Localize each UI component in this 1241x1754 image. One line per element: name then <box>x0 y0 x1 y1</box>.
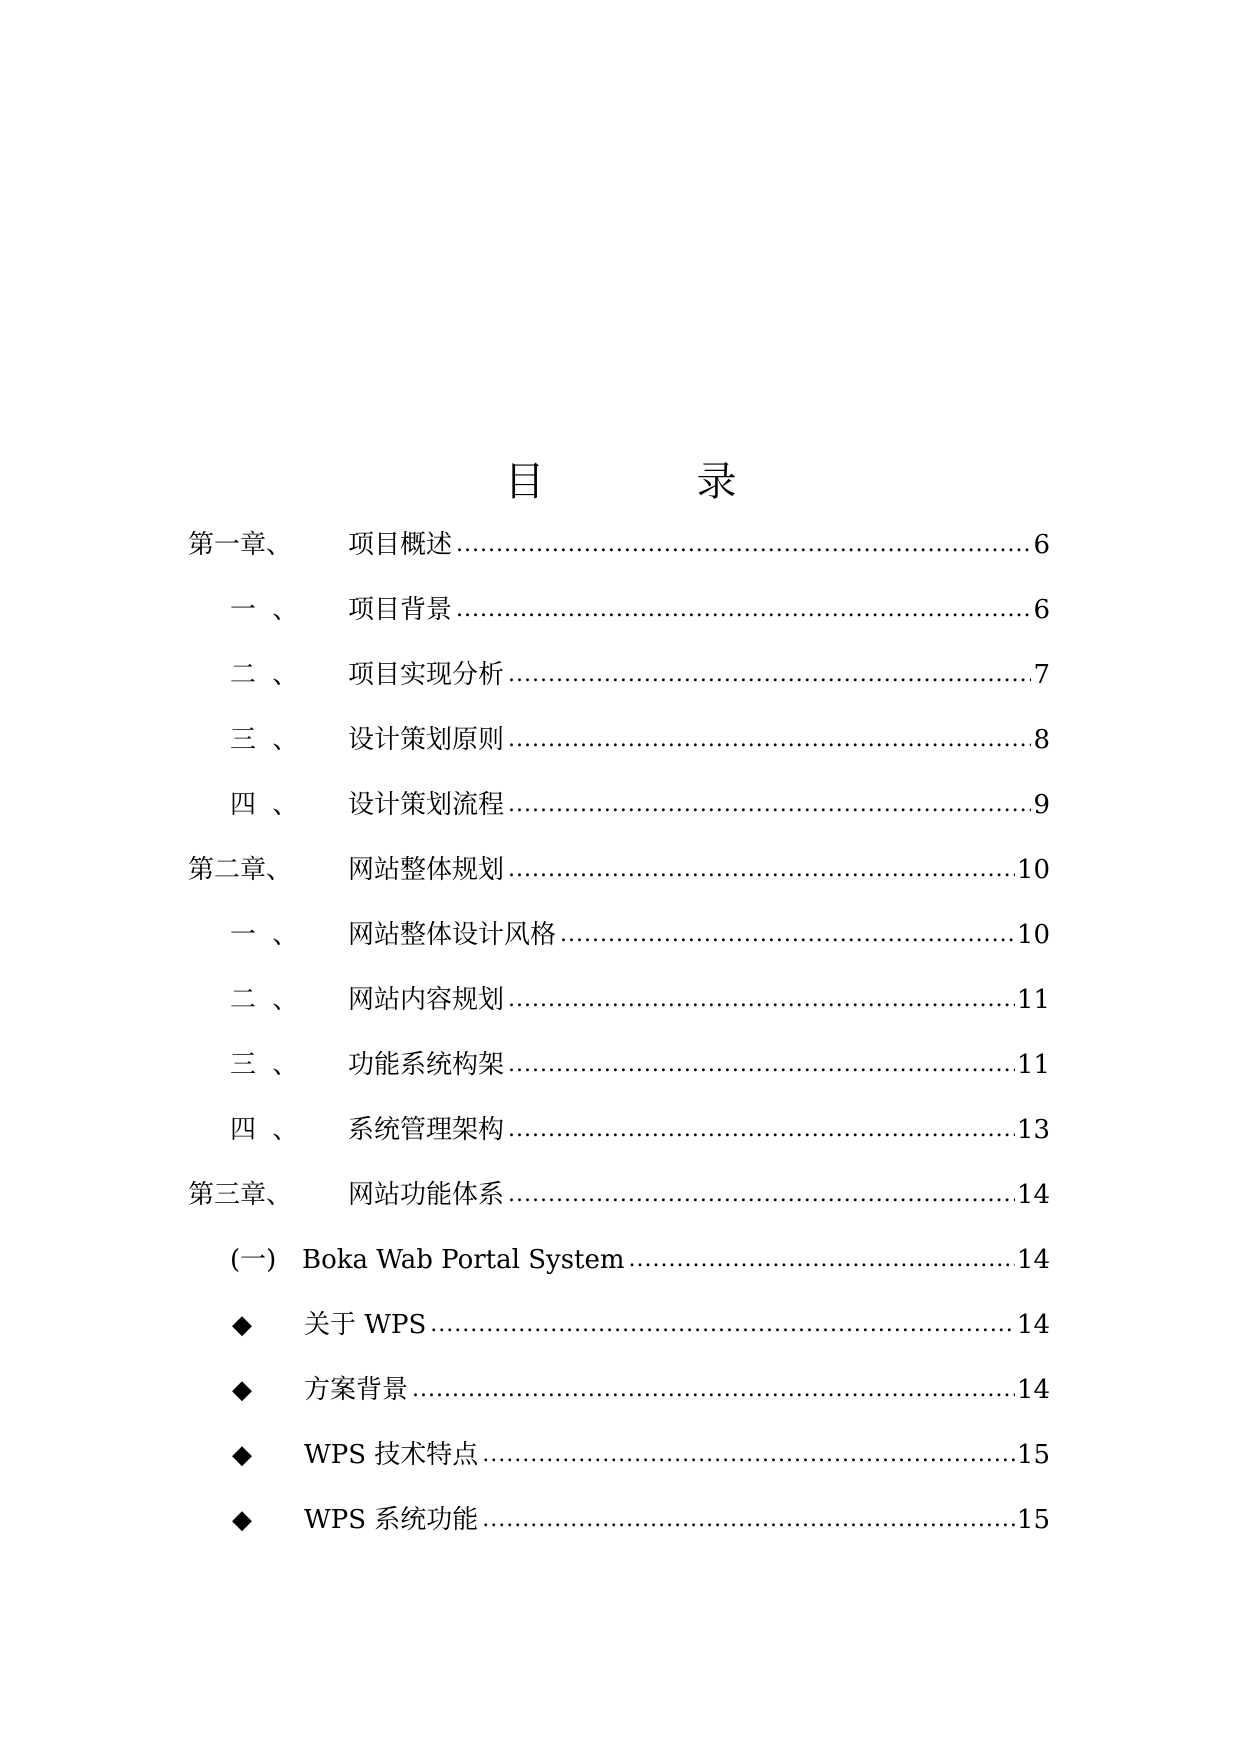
toc-entry-title[interactable]: 设计策划原则 <box>348 725 505 755</box>
toc-entry-title[interactable]: 系统管理架构 <box>348 1115 505 1145</box>
toc-dot-leader <box>508 1110 1015 1150</box>
toc-entry-title[interactable]: 网站整体规划 <box>348 855 505 885</box>
toc-page-number[interactable]: 11 <box>1016 985 1050 1015</box>
diamond-bullet-icon: ◆ <box>232 1505 252 1535</box>
toc-page-number[interactable]: 7 <box>1033 660 1050 690</box>
toc-dot-leader <box>508 1045 1015 1085</box>
toc-entry-number: 第三章、 <box>188 1180 293 1210</box>
toc-entry[interactable] <box>188 1175 1050 1240</box>
toc-page-number[interactable]: 6 <box>1033 595 1050 625</box>
toc-page-number[interactable]: 10 <box>1016 855 1050 885</box>
toc-page-number[interactable]: 14 <box>1016 1180 1050 1210</box>
toc-dot-leader <box>508 1175 1015 1215</box>
toc-entry-title[interactable]: WPS 技术特点 <box>304 1440 479 1470</box>
toc-page-number[interactable]: 9 <box>1033 790 1050 820</box>
toc-entry-title[interactable]: 功能系统构架 <box>348 1050 505 1080</box>
toc-dot-leader <box>412 1370 1015 1410</box>
toc-entry[interactable] <box>188 525 1050 590</box>
toc-entry-title[interactable]: 项目实现分析 <box>348 660 505 690</box>
toc-page-number[interactable]: 14 <box>1016 1375 1050 1405</box>
toc-entry[interactable] <box>188 1435 1050 1500</box>
toc-entry[interactable] <box>188 1110 1050 1175</box>
diamond-bullet-icon: ◆ <box>232 1375 252 1405</box>
toc-dot-leader <box>430 1305 1015 1345</box>
toc-page-number[interactable]: 13 <box>1016 1115 1050 1145</box>
toc-entry-number: 三 、 <box>230 725 303 755</box>
toc-entry-title[interactable]: 项目概述 <box>348 530 453 560</box>
toc-entry-number: 二 、 <box>230 660 303 690</box>
toc-dot-leader <box>508 655 1031 695</box>
toc-entry-title[interactable]: 方案背景 <box>304 1375 409 1405</box>
toc-entry-title[interactable]: 设计策划流程 <box>348 790 505 820</box>
toc-title: 目 录 <box>504 459 793 505</box>
toc-entry[interactable] <box>188 1240 1050 1305</box>
toc-entry-number: 一 、 <box>230 920 303 950</box>
toc-dot-leader <box>508 980 1015 1020</box>
toc-dot-leader <box>456 525 1031 565</box>
toc-entry[interactable] <box>188 915 1050 980</box>
toc-dot-leader <box>508 720 1031 760</box>
toc-dot-leader <box>508 850 1015 890</box>
toc-page-number[interactable]: 8 <box>1033 725 1050 755</box>
toc-dot-leader <box>482 1500 1015 1540</box>
diamond-bullet-icon: ◆ <box>232 1440 252 1470</box>
toc-dot-leader <box>482 1435 1015 1475</box>
toc-entry-number: 一 、 <box>230 595 303 625</box>
toc-entry-number: 四 、 <box>230 1115 303 1145</box>
toc-entry-number: 第一章、 <box>188 530 293 560</box>
toc-entry-number: 四 、 <box>230 790 303 820</box>
toc-page-number[interactable]: 10 <box>1016 920 1050 950</box>
toc-page-number[interactable]: 14 <box>1016 1310 1050 1340</box>
toc-entry-number: 三 、 <box>230 1050 303 1080</box>
toc-entry-title[interactable]: 网站功能体系 <box>348 1180 505 1210</box>
toc-dot-leader <box>560 915 1015 955</box>
toc-dot-leader <box>508 785 1031 825</box>
toc-entry-number: 第二章、 <box>188 855 293 885</box>
toc-page-number[interactable]: 15 <box>1016 1505 1050 1535</box>
toc-entry[interactable] <box>188 1370 1050 1435</box>
toc-page-number[interactable]: 15 <box>1016 1440 1050 1470</box>
toc-entry-title[interactable]: 项目背景 <box>348 595 453 625</box>
toc-entry[interactable] <box>188 1305 1050 1370</box>
toc-entry-number: (一) <box>230 1245 277 1275</box>
toc-entry-number: 二 、 <box>230 985 303 1015</box>
toc-entry[interactable] <box>188 1500 1050 1565</box>
toc-page-number[interactable]: 14 <box>1016 1245 1050 1275</box>
toc-entry[interactable] <box>188 590 1050 655</box>
toc-entry[interactable] <box>188 850 1050 915</box>
toc-entry-title[interactable]: 网站整体设计风格 <box>348 920 557 950</box>
diamond-bullet-icon: ◆ <box>232 1310 252 1340</box>
table-of-contents <box>188 525 1050 1565</box>
toc-dot-leader <box>629 1240 1015 1280</box>
toc-entry[interactable] <box>188 785 1050 850</box>
toc-entry-title[interactable]: 网站内容规划 <box>348 985 505 1015</box>
toc-entry-title[interactable]: WPS 系统功能 <box>304 1505 479 1535</box>
toc-dot-leader <box>456 590 1031 630</box>
toc-entry-title[interactable]: Boka Wab Portal System <box>302 1245 625 1275</box>
toc-entry[interactable] <box>188 655 1050 720</box>
toc-page-number[interactable]: 11 <box>1016 1050 1050 1080</box>
toc-entry[interactable] <box>188 720 1050 785</box>
toc-page-number[interactable]: 6 <box>1033 530 1050 560</box>
toc-entry[interactable] <box>188 1045 1050 1110</box>
toc-entry-title[interactable]: 关于 WPS <box>304 1310 427 1340</box>
toc-entry[interactable] <box>188 980 1050 1045</box>
